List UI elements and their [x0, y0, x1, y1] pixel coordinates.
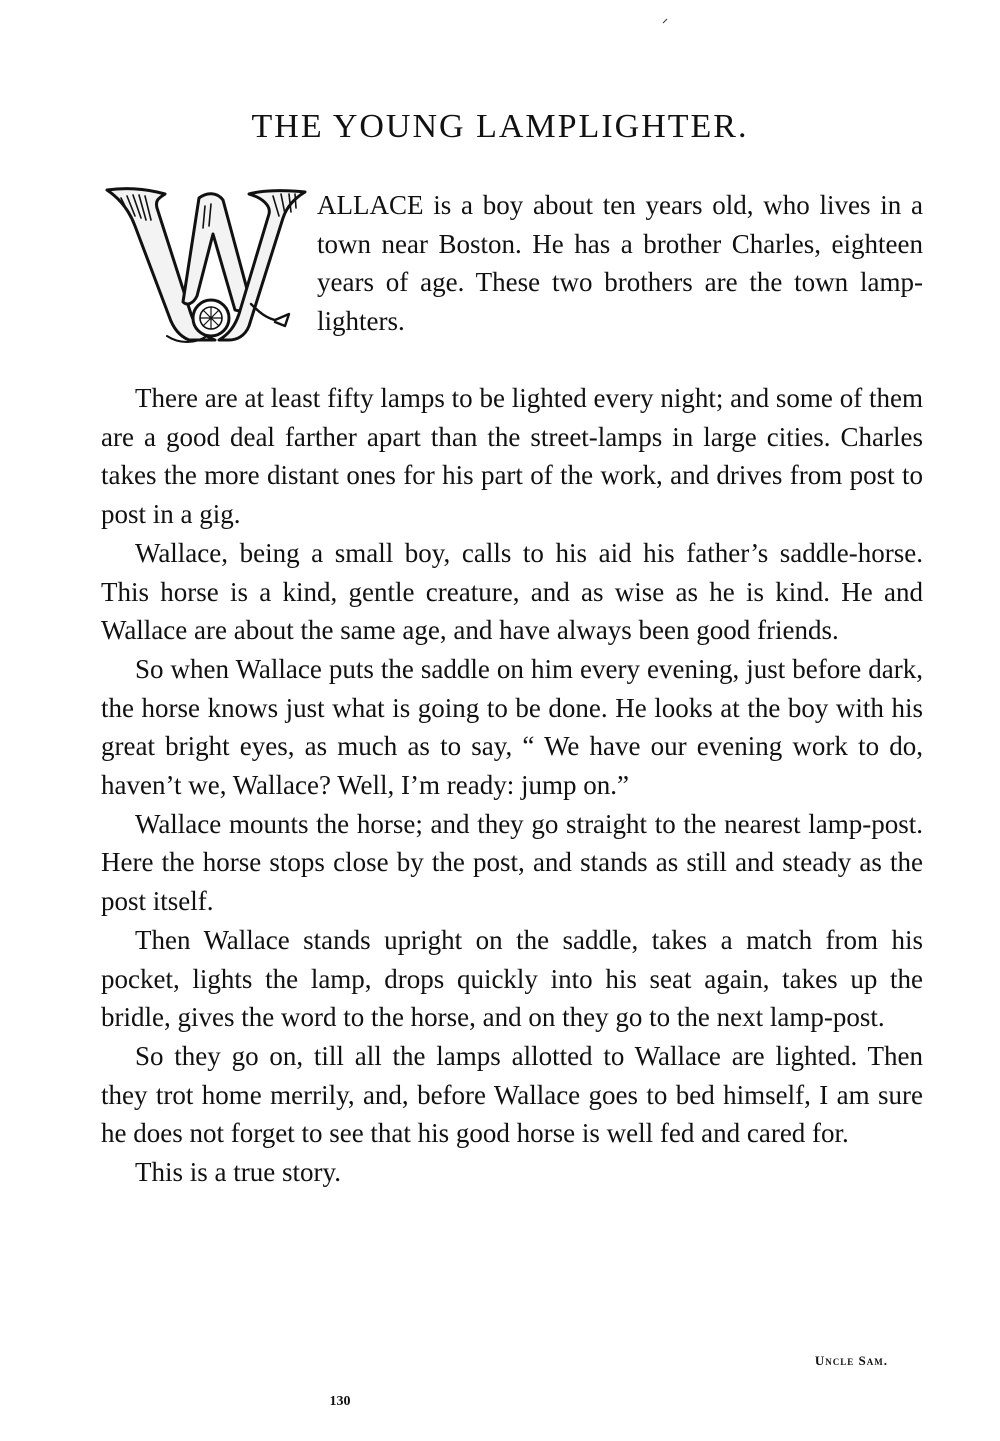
- decorative-drop-cap-w-icon: [99, 186, 311, 346]
- paragraph-6: Then Wallace stands upright on the saddle, takes a match from his pocket, lights the lamp, drops quickly into his seat again, takes up the bridle, gives the word to the horse, and on they go to the next lamp-post.: [101, 924, 923, 1033]
- paragraph-4: So when Wallace puts the saddle on him every evening, just before dark, the horse knows just what is going to be done. He looks at the boy with his great bright eyes, as much as to say, “ We have our evening work to do, haven’t we, Wallace? Well, I’m ready: jump on.”: [101, 653, 923, 801]
- story-text: [101, 186, 923, 1192]
- paragraph-1: [101, 186, 923, 379]
- author-signature: Uncle Sam.: [814, 1353, 888, 1368]
- paragraph-8: This is a true story.: [135, 1157, 341, 1188]
- paragraph-5: Wallace mounts the horse; and they go straight to the nearest lamp-post. Here the horse stops close by the post, and stands as still and steady as the post itself.: [101, 808, 923, 917]
- paragraph-1-text: ALLACE is a boy about ten years old, who lives in a town near Boston. He has a brother Charles, eighteen years of age. These two brothers are the town lamplighters.: [317, 190, 923, 337]
- ink-speck: [662, 18, 668, 24]
- paragraph-2: There are at least fifty lamps to be lighted every night; and some of them are a good deal farther apart than the street-lamps in large cities. Charles takes the more distant ones for his part of the work, and drives from post to post in a gig.: [101, 383, 923, 530]
- paragraph-7: So they go on, till all the lamps allotted to Wallace are lighted. Then they trot home merrily, and, before Wallace goes to bed himself, I am sure he does not forget to see that his good horse is well fed and cared for.: [101, 1040, 923, 1149]
- page-number: 130: [329, 1394, 351, 1409]
- page-title: THE YOUNG LAMPLIGHTER.: [251, 108, 749, 145]
- paragraph-3: Wallace, being a small boy, calls to his aid his father’s saddle-horse. This horse is a kind, gentle creature, and as wise as he is kind. He and Wallace are about the same age, and have always been good friends.: [101, 537, 923, 646]
